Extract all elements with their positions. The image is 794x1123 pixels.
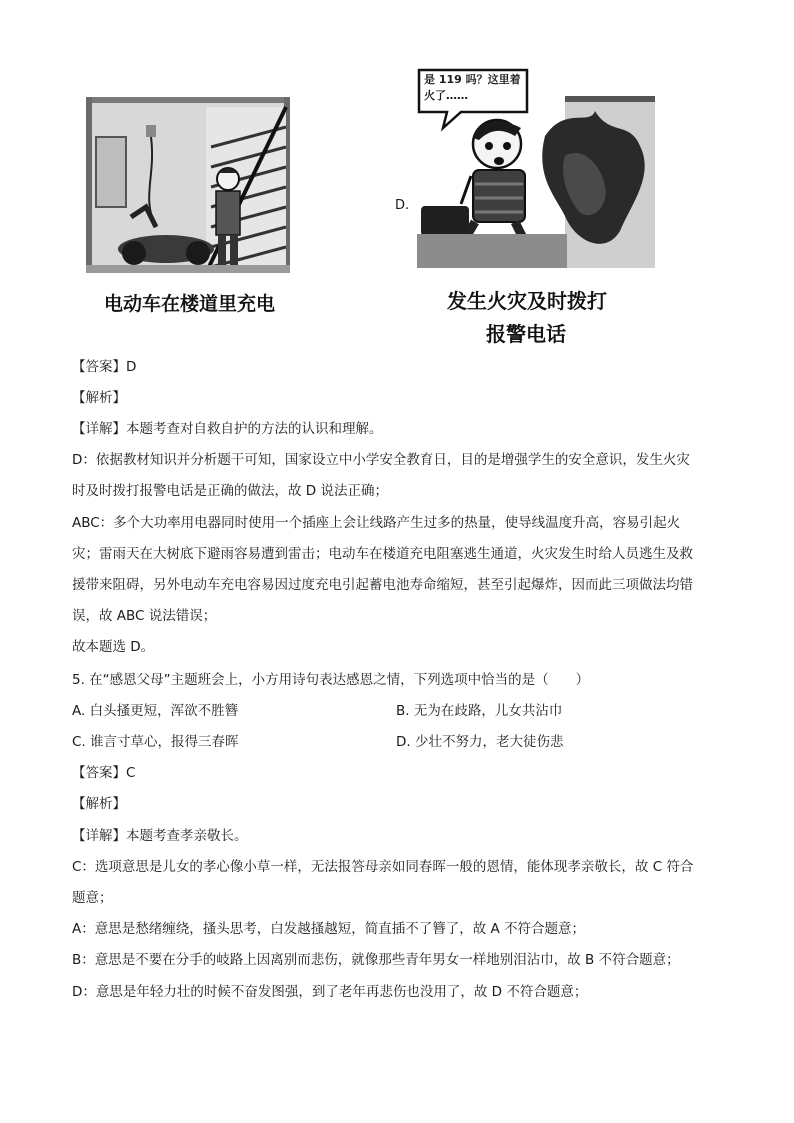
figure-ebike-charging [86, 97, 290, 273]
q5-explain-b: B：意思是不要在分手的岐路上因离别而悲伤，就像那些青年男女一样地别泪沾巾，故 B 不符合题意； [72, 952, 680, 968]
q5-detail-heading: 【详解】本题考查孝亲敬长。 [72, 828, 248, 844]
q5-explain-c-line1: C：选项意思是儿女的孝心像小草一样，无法报答母亲如同春晖一般的恩情，能体现孝亲敬长，故 C 符合 [72, 859, 694, 875]
q5-explain-d: D：意思是年轻力壮的时候不奋发图强，到了老年再悲伤也没用了，故 D 不符合题意； [72, 984, 588, 1000]
q5-answer: 【答案】C [72, 765, 136, 781]
ebike-stairwell-illustration [86, 97, 290, 273]
q4-answer: 【答案】D [72, 359, 137, 375]
q5-option-c: C. 谁言寸草心，报得三春晖 [72, 734, 239, 750]
option-d-label: D. [395, 198, 410, 213]
q5-analysis-heading: 【解析】 [72, 796, 126, 812]
q4-detail-heading: 【详解】本题考查对自救自护的方法的认识和理解。 [72, 421, 383, 437]
q4-paragraph-abc-line1: ABC：多个大功率用电器同时使用一个插座上会让线路产生过多的热量，使导线温度升高，容易引起火 [72, 515, 681, 531]
q5-explain-a: A：意思是愁绪缠绕，搔头思考，白发越搔越短，简直插不了簪了，故 A 不符合题意； [72, 921, 586, 937]
q4-paragraph-d-line2: 时及时拨打报警电话是正确的做法，故 D 说法正确； [72, 483, 388, 499]
q5-explain-c-line2: 题意； [72, 890, 113, 906]
q4-paragraph-abc-line4: 误，故 ABC 说法错误； [72, 608, 217, 624]
q5-option-b: B. 无为在歧路，儿女共沾巾 [396, 703, 563, 719]
figure-left-caption: 电动车在楼道里充电 [104, 293, 276, 315]
q4-conclusion: 故本题选 D。 [72, 639, 155, 655]
speech-bubble-text: 是 119 吗？这里着火了…… [424, 73, 521, 102]
q5-stem: 5. 在“感恩父母”主题班会上，小方用诗句表达感恩之情，下列选项中恰当的是（ ） [72, 672, 590, 688]
q4-paragraph-abc-line3: 援带来阻碍，另外电动车充电容易因过度充电引起蓄电池寿命缩短，甚至引起爆炸，因而此三项做法均错 [72, 577, 693, 593]
q5-option-d: D. 少壮不努力，老大徒伤悲 [396, 734, 564, 750]
q4-paragraph-abc-line2: 灾；雷雨天在大树底下避雨容易遭到雷击；电动车在楼道充电阻塞逃生通道，火灾发生时给人员逃生及救 [72, 546, 693, 562]
q4-analysis-heading: 【解析】 [72, 390, 126, 406]
figure-right-caption-line2: 报警电话 [486, 322, 566, 346]
q4-paragraph-d-line1: D：依据教材知识并分析题干可知，国家设立中小学安全教育日，目的是增强学生的安全意识，发生火灾 [72, 452, 690, 468]
figure-right-caption-line1: 发生火灾及时拨打 [447, 289, 607, 313]
q5-option-a: A. 白头搔更短，浑欲不胜簪 [72, 703, 239, 719]
